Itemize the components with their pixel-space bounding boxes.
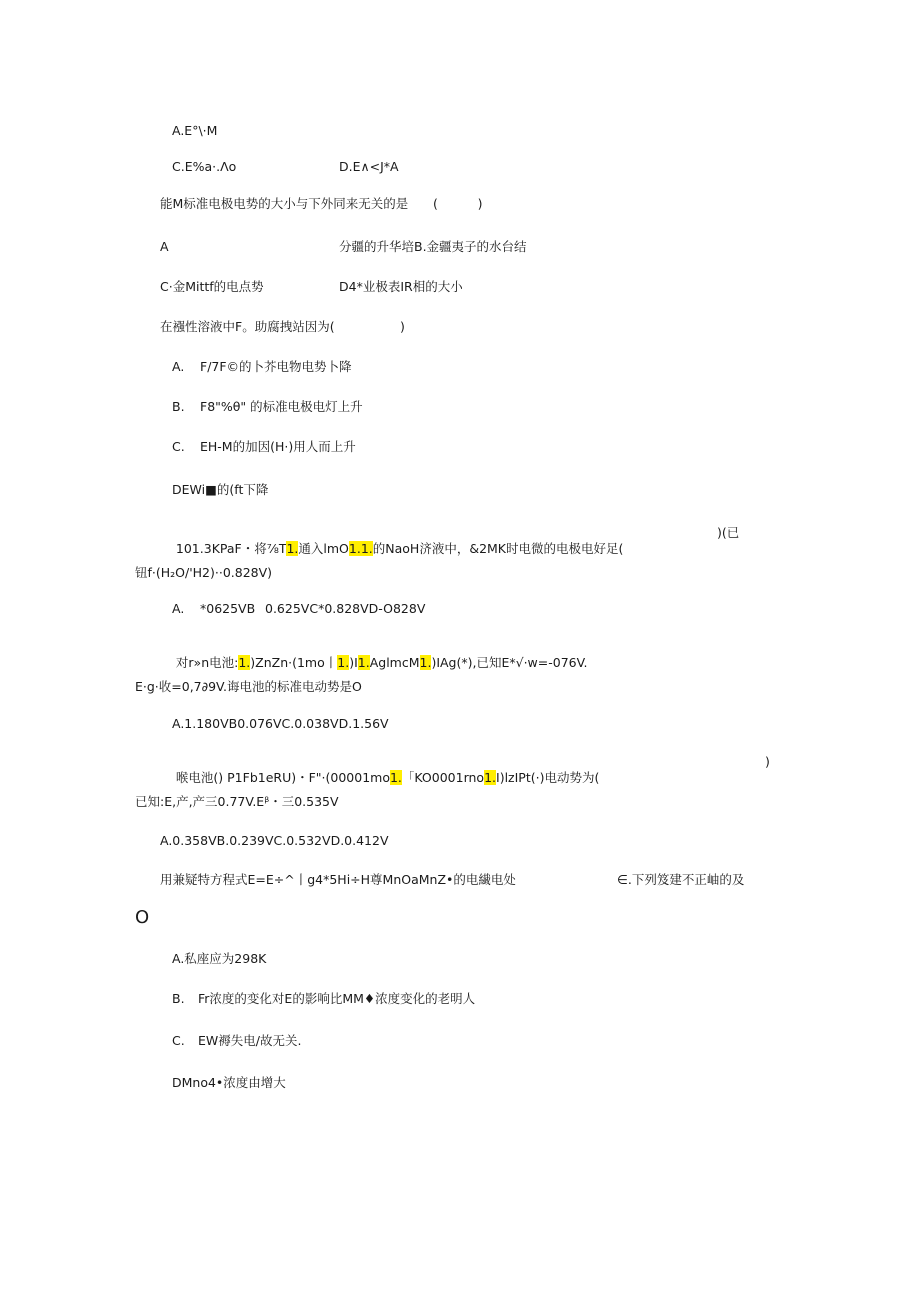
option-line: DMno4•浓度由增大: [172, 1075, 286, 1090]
text-run: 对r»n电池:: [175, 655, 239, 670]
text-run: )IAg(*),已知E*√·w=-076V.: [431, 655, 588, 670]
option-line: A.私座应为298K: [172, 951, 267, 966]
highlighted-text: 1.1.: [348, 541, 373, 556]
answer-blank: ( ): [433, 196, 483, 211]
option-label: B.: [172, 991, 185, 1006]
option-line: F/7F©的卜芥电物电势卜降: [200, 359, 352, 374]
option-line: DEWi■的(ft下降: [172, 482, 269, 497]
option-label: B.: [172, 399, 185, 414]
question-text: 能M标准电极电势的大小与下外同来无关的是: [160, 196, 409, 211]
option-label: A: [160, 239, 169, 254]
option-line: C.E%a·.Λo: [172, 159, 237, 174]
option-line: A.0.358VB.0.239VC.0.532VD.0.412V: [160, 833, 389, 848]
highlighted-text: 1.: [484, 770, 497, 785]
question-text: E·g·收=0,7∂9V.诲电池的标准电动势是O: [135, 679, 362, 694]
option-line: 0.625VC*0.828VD-O828V: [265, 601, 426, 616]
option-line: A.E°\·M: [172, 123, 218, 138]
option-label: A.: [172, 601, 185, 616]
answer-blank: )(已: [717, 525, 740, 540]
text-run: 101.3KPaF・将⅞T: [175, 541, 287, 556]
question-text: 钮f·(H₂O/'H2)··0.828V): [135, 565, 273, 580]
question-text: ∈.下列笈建不正岫的及: [617, 872, 745, 887]
text-run: )I: [349, 655, 358, 670]
option-line: Fr浓度的变化对E的影响比MM♦浓度变化的老明人: [198, 991, 476, 1006]
option-line: *0625VB: [200, 601, 256, 616]
text-run: )ZnZn·(1mo丨: [250, 655, 338, 670]
question-text: 用兼疑特方程式E=E÷^丨g4*5Hi÷H尊MnOaMnZ•的电繊电处: [160, 872, 516, 887]
highlighted-text: 1.: [389, 770, 402, 785]
highlighted-text: 1.: [357, 655, 370, 670]
option-line: F8"%θ" 的标准电极电灯上升: [200, 399, 363, 414]
answer-blank: ): [400, 319, 405, 334]
option-label: A.: [172, 359, 185, 374]
answer-blank: O: [135, 907, 150, 928]
answer-blank: ): [765, 754, 770, 769]
option-line: D4*业极表IR相的大小: [339, 279, 463, 294]
option-line: 分疆的升华培B.金疆夷子的水台结: [339, 239, 527, 254]
text-run: 喉电池() P1Fb1eRU)・F"·(00001mo: [175, 770, 390, 785]
text-run: I)lzIPt(·)电动势为(: [496, 770, 600, 785]
option-line: EW褥失电/故无关.: [198, 1033, 302, 1048]
option-line: C·金Mittf的电点势: [160, 279, 264, 294]
highlighted-text: 1.: [337, 655, 350, 670]
highlighted-text: 1.: [286, 541, 299, 556]
option-label: C.: [172, 439, 185, 454]
question-text: 在襁性溶液中F。助腐拽站因为(: [160, 319, 335, 334]
option-line: EH-M的加因(H·)用人而上升: [200, 439, 356, 454]
question-text: 已知:E,产,产三0.77V.Eᵝ・三0.535V: [135, 794, 339, 809]
text-run: 通入lmO: [298, 541, 349, 556]
text-run: 「KO0001rno: [401, 770, 485, 785]
option-line: A.1.180VB0.076VC.0.038VD.1.56V: [172, 716, 389, 731]
option-line: D.E∧<J*A: [339, 159, 399, 174]
highlighted-text: 1.: [419, 655, 432, 670]
highlighted-text: 1.: [238, 655, 251, 670]
text-run: AglmcM: [369, 655, 420, 670]
text-run: 的NaoH济液中，&2MK时电微的电极电好足(: [372, 541, 624, 556]
option-label: C.: [172, 1033, 185, 1048]
